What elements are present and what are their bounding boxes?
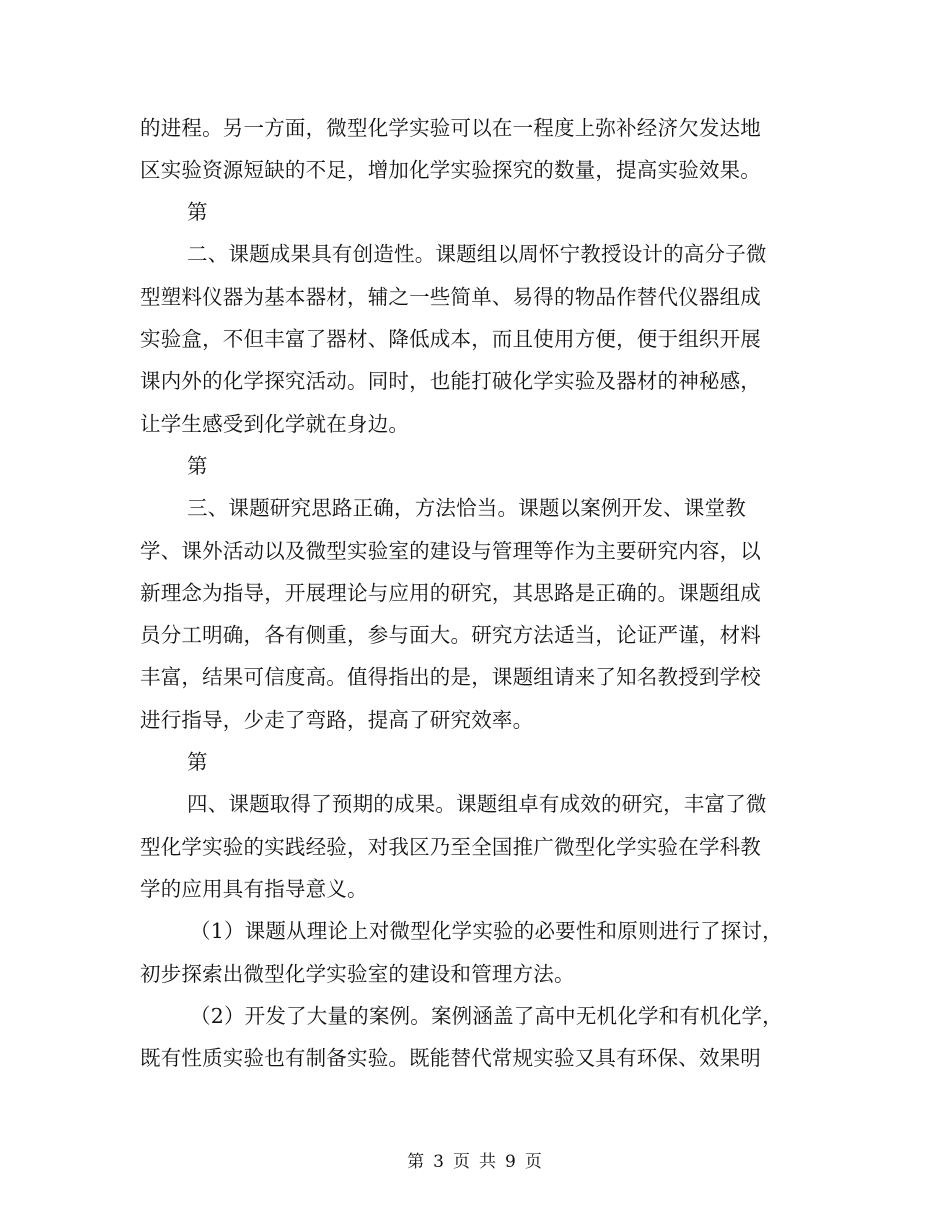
page-footer [0,1150,950,1174]
text-line: 丰富，结果可信度高。值得指出的是，课题组请来了知名教授到学校 [140,665,761,689]
text-line: 学的应用具有指导意义。 [140,877,368,901]
text-line: 型塑料仪器为基本器材，辅之一些简单、易得的物品作替代仪器组成 [140,285,761,309]
footer-ye: 页 [453,1152,471,1172]
section-marker: 第 [187,454,208,478]
text-line: 区实验资源短缺的不足，增加化学实验探究的数量，提高实验效果。 [140,158,761,182]
text-line: 三、课题研究思路正确，方法恰当。课题以案例开发、课堂教 [187,496,746,520]
text-line: 新理念为指导，开展理论与应用的研究，其思路是正确的。课题组成 [140,581,761,605]
text-line: 课内外的化学探究活动。同时，也能打破化学实验及器材的神秘感， [140,369,761,393]
text-line: （2）开发了大量的案例。案例涵盖了高中无机化学和有机化学， [190,1004,783,1028]
section-marker: 第 [187,750,208,774]
text-line: 二、课题成果具有创造性。课题组以周怀宁教授设计的高分子微 [187,242,767,266]
text-line: 的进程。另一方面，微型化学实验可以在一程度上弥补经济欠发达地 [140,116,761,140]
section-marker: 第 [187,200,208,224]
footer-gong: 共 [479,1152,497,1172]
text-line: 进行指导，少走了弯路，提高了研究效率。 [140,708,534,732]
text-line: （1）课题从理论上对微型化学实验的必要性和原则进行了探讨， [190,919,783,943]
text-line: 既有性质实验也有制备实验。既能替代常规实验又具有环保、效果明 [140,1046,761,1070]
current-page-number: 3 [433,1152,445,1172]
text-line: 学、课外活动以及微型实验室的建设与管理等作为主要研究内容，以 [140,539,761,563]
text-line: 初步探索出微型化学实验室的建设和管理方法。 [140,962,575,986]
text-line: 让学生感受到化学就在身边。 [140,412,410,436]
footer-ye2: 页 [524,1152,543,1172]
text-line: 实验盒，不但丰富了器材、降低成本，而且使用方便，便于组织开展 [140,327,761,351]
total-page-count: 9 [505,1152,517,1172]
text-line: 员分工明确，各有侧重，参与面大。研究方法适当，论证严谨，材料 [140,623,761,647]
footer-di: 第 [407,1152,426,1172]
text-line: 四、课题取得了预期的成果。课题组卓有成效的研究，丰富了微 [187,792,767,816]
text-line: 型化学实验的实践经验，对我区乃至全国推广微型化学实验在学科教 [140,835,761,859]
